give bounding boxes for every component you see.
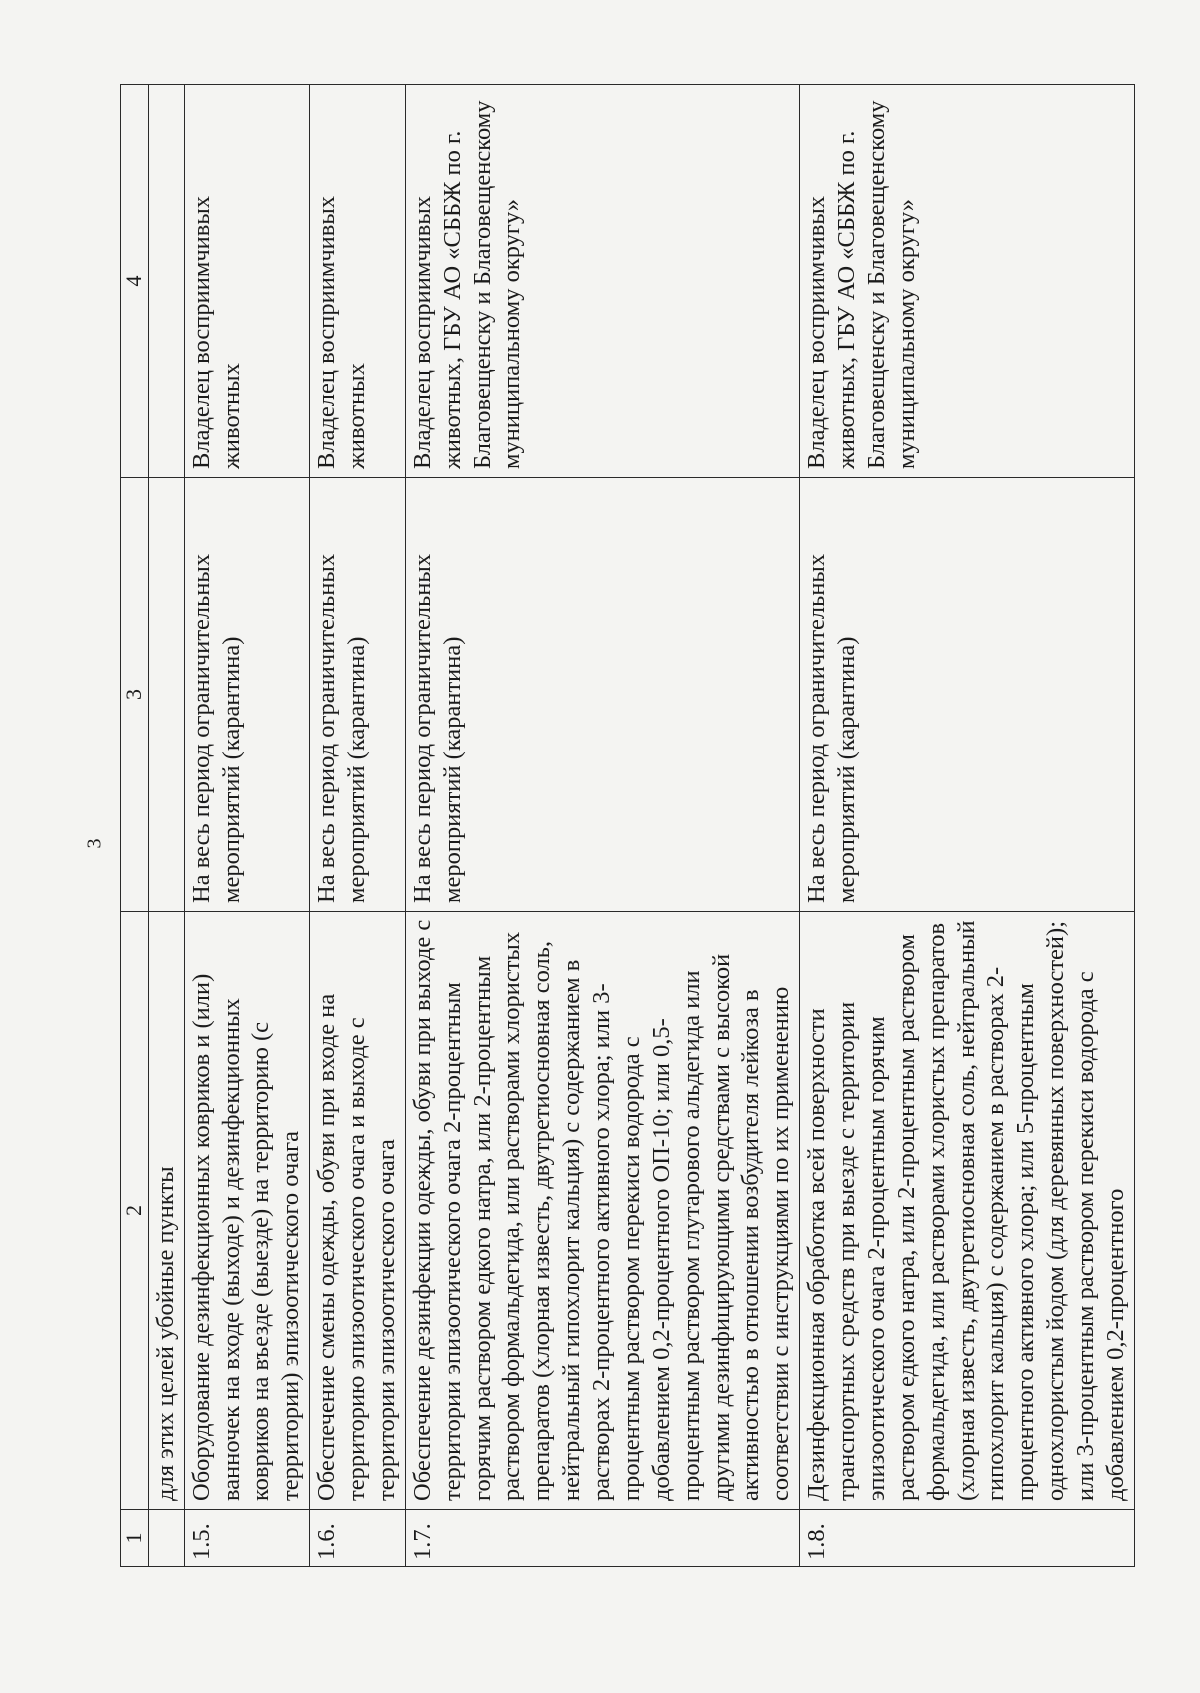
responsible-cell: Владелец восприимчивых животных (310, 85, 406, 478)
measure-cell: Оборудование дезинфекционных ковриков и (или) ванночек на входе (выходе) и дезинфекционных ковриков на въезде (выезде) на территорию (с территории) эпизоотического очага (184, 912, 310, 1510)
table-row (405, 85, 799, 1567)
row-number: 1.7. (405, 1510, 799, 1567)
header-col-4: 4 (121, 85, 149, 478)
responsible-cell: Владелец восприимчивых животных, ГБУ АО «СББЖ по г. Благовещенску и Благовещенскому муниципальному округу» (405, 85, 799, 478)
table-row (800, 85, 1135, 1567)
header-col-3: 3 (121, 478, 149, 912)
responsible-cell: Владелец восприимчивых животных, ГБУ АО «СББЖ по г. Благовещенску и Благовещенскому муниципальному округу» (800, 85, 1135, 478)
table-row (184, 85, 310, 1567)
rotated-page (120, 85, 1190, 1567)
row-number: 1.6. (310, 1510, 406, 1567)
table-row (310, 85, 406, 1567)
term-cell: На весь период ограничительных мероприятий (карантина) (310, 478, 406, 912)
header-col-2: 2 (121, 912, 149, 1510)
measure-cell: Обеспечение дезинфекции одежды, обуви при выходе с территории эпизоотического очага 2-процентным горячим раствором едкого натра, или 2-процентным раствором формальдегида, или растворами хлористых препаратов (хлорная известь, двутретиосновная соль, нейтральный гипохлорит кальция) с содержанием в растворах 2-процентного активного хлора; или 3-процентным раствором перекиси водорода с добавлением 0,2-процентного ОП-10; или 0,5-процентным раствором глутарового альдегида или другими дезинфицирующими средствами с высокой активностью в отношении возбудителя лейкоза в соответствии с инструкциями по их применению (405, 912, 799, 1510)
header-col-1: 1 (121, 1510, 149, 1567)
term-cell: На весь период ограничительных мероприятий (карантина) (405, 478, 799, 912)
row-number: 1.5. (184, 1510, 310, 1567)
continuation-row (148, 85, 184, 1567)
row-number: 1.8. (800, 1510, 1135, 1567)
page-number: 3 (83, 838, 106, 849)
measure-cell: Дезинфекционная обработка всей поверхности транспортных средств при выезде с территории эпизоотического очага 2-процентным горячим раствором едкого натра, или 2-процентным раствором формальдегида, или растворами хлористых препаратов (хлорная известь, двутретиосновная соль, нейтральный гипохлорит кальция) с содержанием в растворах 2-процентного активного хлора; или 5-процентным однохлористым йодом (для деревянных поверхностей); или 3-процентным раствором перекиси водорода с добавлением 0,2-процентного (800, 912, 1135, 1510)
header-row (121, 85, 149, 1567)
continuation-text: для этих целей убойные пункты (148, 912, 184, 1510)
measures-table (120, 84, 1135, 1567)
term-cell: На весь период ограничительных мероприятий (карантина) (184, 478, 310, 912)
measure-cell: Обеспечение смены одежды, обуви при входе на территорию эпизоотического очага и выходе с территории эпизоотического очага (310, 912, 406, 1510)
responsible-cell: Владелец восприимчивых животных (184, 85, 310, 478)
term-cell: На весь период ограничительных мероприятий (карантина) (800, 478, 1135, 912)
